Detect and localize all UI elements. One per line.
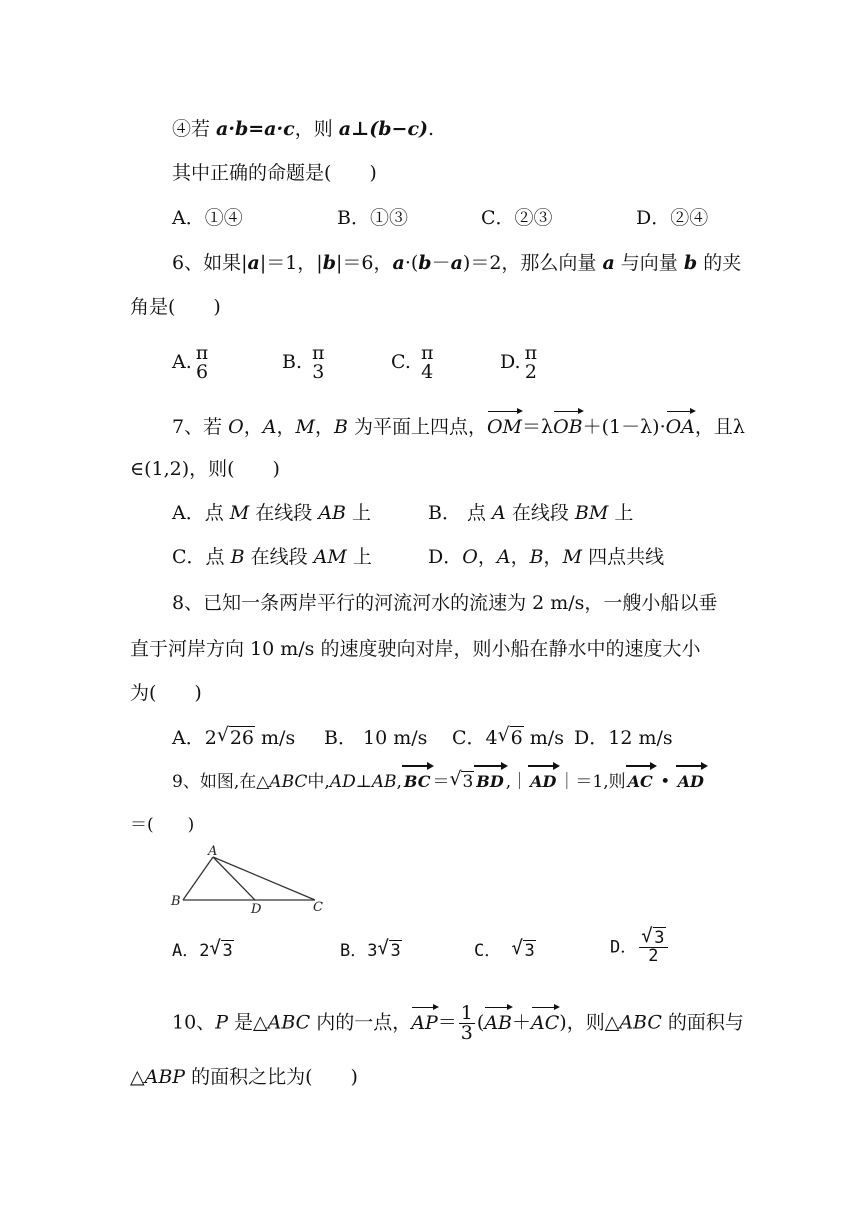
q8-line1: 8、已知一条两岸平行的河流河水的流速为 2 m/s，一艘小船以垂 (172, 592, 718, 614)
q9-option-d: D． √ $\frac{3}{2}$ (610, 930, 670, 965)
sqrt-symbol: √ 3 (378, 938, 401, 964)
q7-option-c: C．点 B 在线段 AM 上 (172, 546, 372, 568)
q6-line2: 角是( ) (130, 296, 221, 318)
q5-item4 (172, 116, 434, 142)
vector-bd: BD (474, 769, 505, 795)
segment-ad (213, 857, 255, 900)
q6-line1: 6、如果|a|＝1，|b|＝6，a·(b－a)＝2，那么向量 a 与向量 b 的夹 (172, 252, 742, 274)
vector-ac: AC (626, 769, 655, 795)
q8-line2: 直于河岸方向 10 m/s 的速度驶向对岸，则小船在静水中的速度大小 (130, 638, 701, 660)
vector-ap: AP (411, 1011, 438, 1034)
q6-option-b: B. π 3 (282, 342, 325, 383)
q10-line1: 10、P 是△ABC 内的一点，AP＝ $\frac{1}{3}$ (AB＋AC)，则△ABC 的面积与 (172, 1002, 744, 1044)
sqrt-symbol: √ 3 (210, 938, 233, 964)
q5-option-d: D．②④ (636, 207, 709, 229)
point-label-b: B (171, 894, 181, 909)
sqrt-symbol: √ 26 (218, 725, 255, 751)
vector-ac: AC (531, 1011, 560, 1034)
vector-bc: BC (402, 769, 433, 795)
vector-ab: AB (484, 1011, 512, 1034)
vector-om: OM (486, 416, 523, 438)
q5-item4-end: . (428, 118, 435, 140)
sqrt-symbol: √ 3 (512, 938, 535, 964)
q9-line1: 9、如图,在△ABC中,AD⊥AB, BC ＝√ 3 BD ,｜ AD ｜＝1,则 AC • AD (172, 769, 706, 795)
vector-ad: AD (528, 769, 558, 795)
q5-item4-mid: ，则 (294, 118, 339, 140)
q9-option-a: A．2√ 3 (172, 938, 234, 964)
q8-option-a: A．2√ 26 m/s (172, 725, 295, 751)
q8-option-d: D．12 m/s (574, 727, 673, 749)
q5-ask: 其中正确的命题是( ) (172, 162, 377, 184)
point-label-c: C (313, 900, 323, 915)
q6-option-c: C. π 4 (391, 342, 434, 383)
q7-option-d: D．O，A，B，M 四点共线 (428, 546, 665, 568)
q7-option-b: B． 点 A 在线段 BM 上 (428, 502, 634, 524)
q9-line2: ＝( ) (130, 815, 195, 835)
vector-ad-2: AD (676, 769, 706, 795)
q7-line1: 7、若 O，A，M，B 为平面上四点，OM＝λOB＋(1－λ)·OA，且λ (172, 416, 745, 438)
triangle-figure (165, 845, 335, 915)
segment-ac (213, 857, 315, 900)
q7-option-a: A．点 M 在线段 AB 上 (172, 502, 372, 524)
q6-option-d: D. π 2 (500, 342, 538, 383)
q9-option-c: C． √ 3 (474, 938, 536, 964)
q5-option-b: B．①③ (337, 207, 408, 229)
point-label-d: D (251, 902, 262, 915)
q8-line3: 为( ) (130, 682, 202, 704)
q5-item4-prefix: ④若 (172, 118, 217, 140)
segment-ab (183, 857, 213, 900)
sqrt-symbol: √ 6 (499, 725, 524, 751)
q5-option-a: A．①④ (172, 207, 243, 229)
q5-item4-result: a⊥(b−c) (338, 118, 429, 140)
sqrt-symbol: √ 3 (450, 769, 474, 795)
vector-ob: OB (553, 416, 583, 438)
q6-option-a: A. π 6 (172, 342, 209, 383)
q8-option-b: B． 10 m/s (324, 727, 428, 749)
sqrt-symbol: √ 3 (642, 930, 665, 947)
q9-option-b: B．3√ 3 (340, 938, 402, 964)
point-label-a: A (208, 845, 218, 859)
vector-oa: OA (665, 416, 695, 438)
q7-line2: ∈(1,2)，则( ) (130, 458, 280, 480)
q10-line2: △ABP 的面积之比为( ) (130, 1066, 358, 1088)
q5-option-c: C．②③ (481, 207, 553, 229)
q5-item4-expr: a·b=a·c (216, 118, 295, 140)
q8-option-c: C．4√ 6 m/s (452, 725, 564, 751)
